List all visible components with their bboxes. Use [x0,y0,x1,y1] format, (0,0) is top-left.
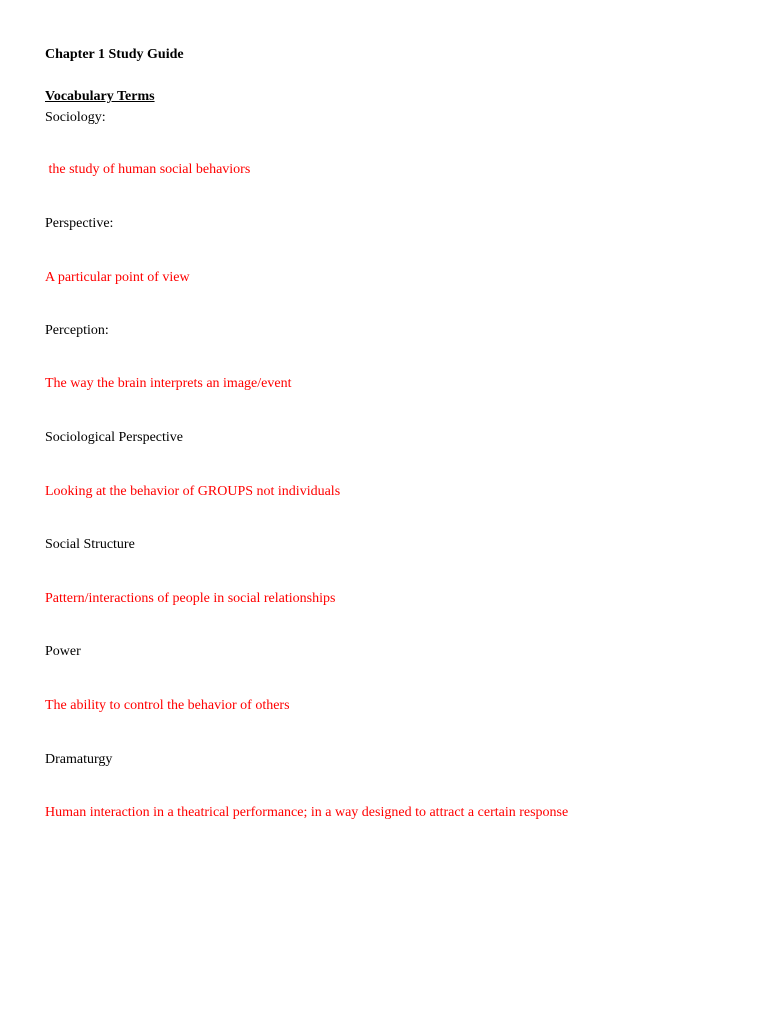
definition-dramaturgy: Human interaction in a theatrical performance; in a way designed to attract a certain response [45,805,569,820]
definition-perception: The way the brain interprets an image/event [45,376,292,391]
term-perception: Perception: [45,323,109,338]
term-power: Power [45,644,81,659]
term-dramaturgy: Dramaturgy [45,752,113,767]
definition-social-structure: Pattern/interactions of people in social relationships [45,591,336,606]
term-perspective: Perspective: [45,216,114,231]
page-title: Chapter 1 Study Guide [45,47,184,62]
definition-sociological-perspective: Looking at the behavior of GROUPS not individuals [45,484,341,499]
term-social-structure: Social Structure [45,537,135,552]
definition-power: The ability to control the behavior of others [45,698,290,713]
term-sociological-perspective: Sociological Perspective [45,430,184,445]
definition-perspective: A particular point of view [45,270,190,285]
vocabulary-heading: Vocabulary Terms [45,89,155,104]
term-sociology: Sociology: [45,110,106,125]
definition-sociology: the study of human social behaviors [45,162,251,177]
